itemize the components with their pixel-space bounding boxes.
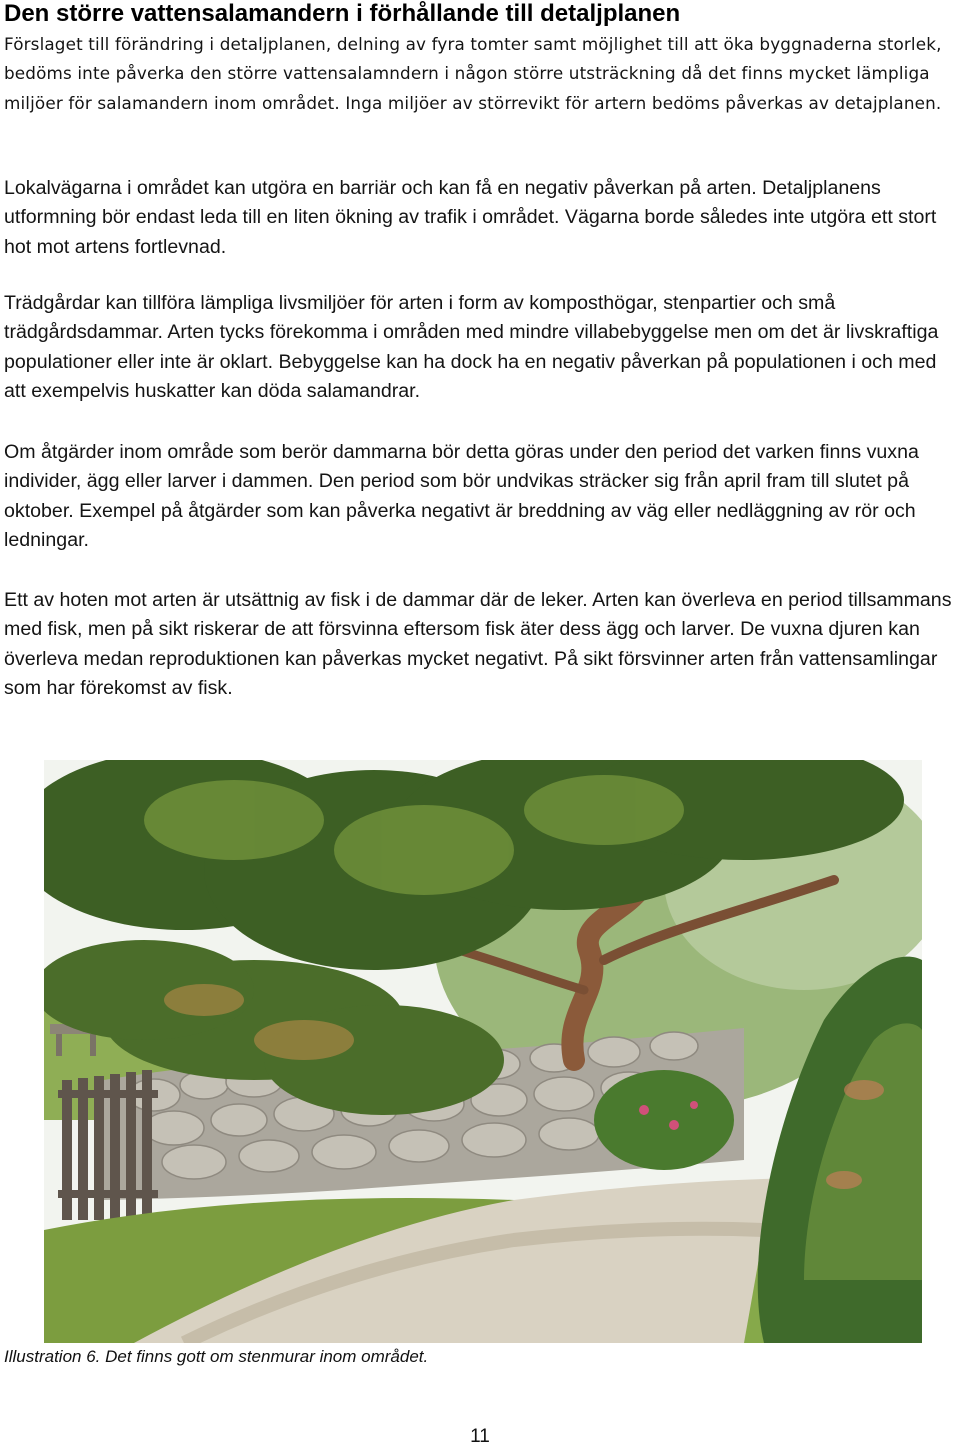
picnic-table-leg [56,1034,62,1056]
paragraph-plan-impact: Förslaget till förändring i detaljplanen, delning av fyra tomter samt möjlighet till att öka byggnaderna storlek, bedöms inte påverka den större vattensalamndern i någon större utsträckning då det finns mycket lämpliga miljöer för salamandern inom området. Inga miljöer av störrevikt för artern bedöms påverkas av detajplanen. [4,34,942,113]
paragraph-gardens: Trädgårdar kan tillföra lämpliga livsmiljöer för arten i form av komposthögar, stenpartier och små trädgårdsdammar. Arten tycks förekomma i områden med mindre villabebyggelse men om det är livskraftiga populationer eller inte är oklart. Bebyggelse kan ha dock ha en negativ påverkan på populationen i och med att exempelvis huskatter kan döda salamandrar. [4,292,939,403]
document-heading: Den större vattensalamandern i förhållande till detaljplanen [4,0,681,27]
paragraph-pond-measures: Om åtgärder inom område som berör dammarna bör detta göras under den period det varken finns vuxna individer, ägg eller larver i dammen. Den period som bör undvikas sträcker sig från april fram till slutet på oktober. Exempel på åtgärder som kan påverka negativt är breddning av väg eller nedläggning av rör och ledningar. [4,441,919,552]
paragraph-fish-threat: Ett av hoten mot arten är utsättnig av fisk i de dammar där de leker. Arten kan överleva en period tillsammans med fisk, men på sikt riskerar de att försvinna eftersom fisk äter dess ägg och larver. De vuxna djuren kan överleva medan reproduktionen kan påverkas mycket negativt. På sikt försvinner arten från vattensamlingar som har förekomst av fisk. [4,589,952,700]
figure-caption: Illustration 6. Det finns gott om stenmurar inom området. [4,1347,429,1366]
stone-wall-photo [44,760,922,1343]
page-number: 11 [470,1426,490,1447]
rose-shrub [594,1070,734,1170]
paragraph-local-roads: Lokalvägarna i området kan utgöra en barriär och kan få en negativ påverkan på arten. Detaljplanens utformning bör endast leda till en liten ökning av trafik i området. Vägarna borde således inte utgöra ett stort hot mot artens fortlevnad. [4,177,937,258]
picnic-table-leg [90,1034,96,1056]
